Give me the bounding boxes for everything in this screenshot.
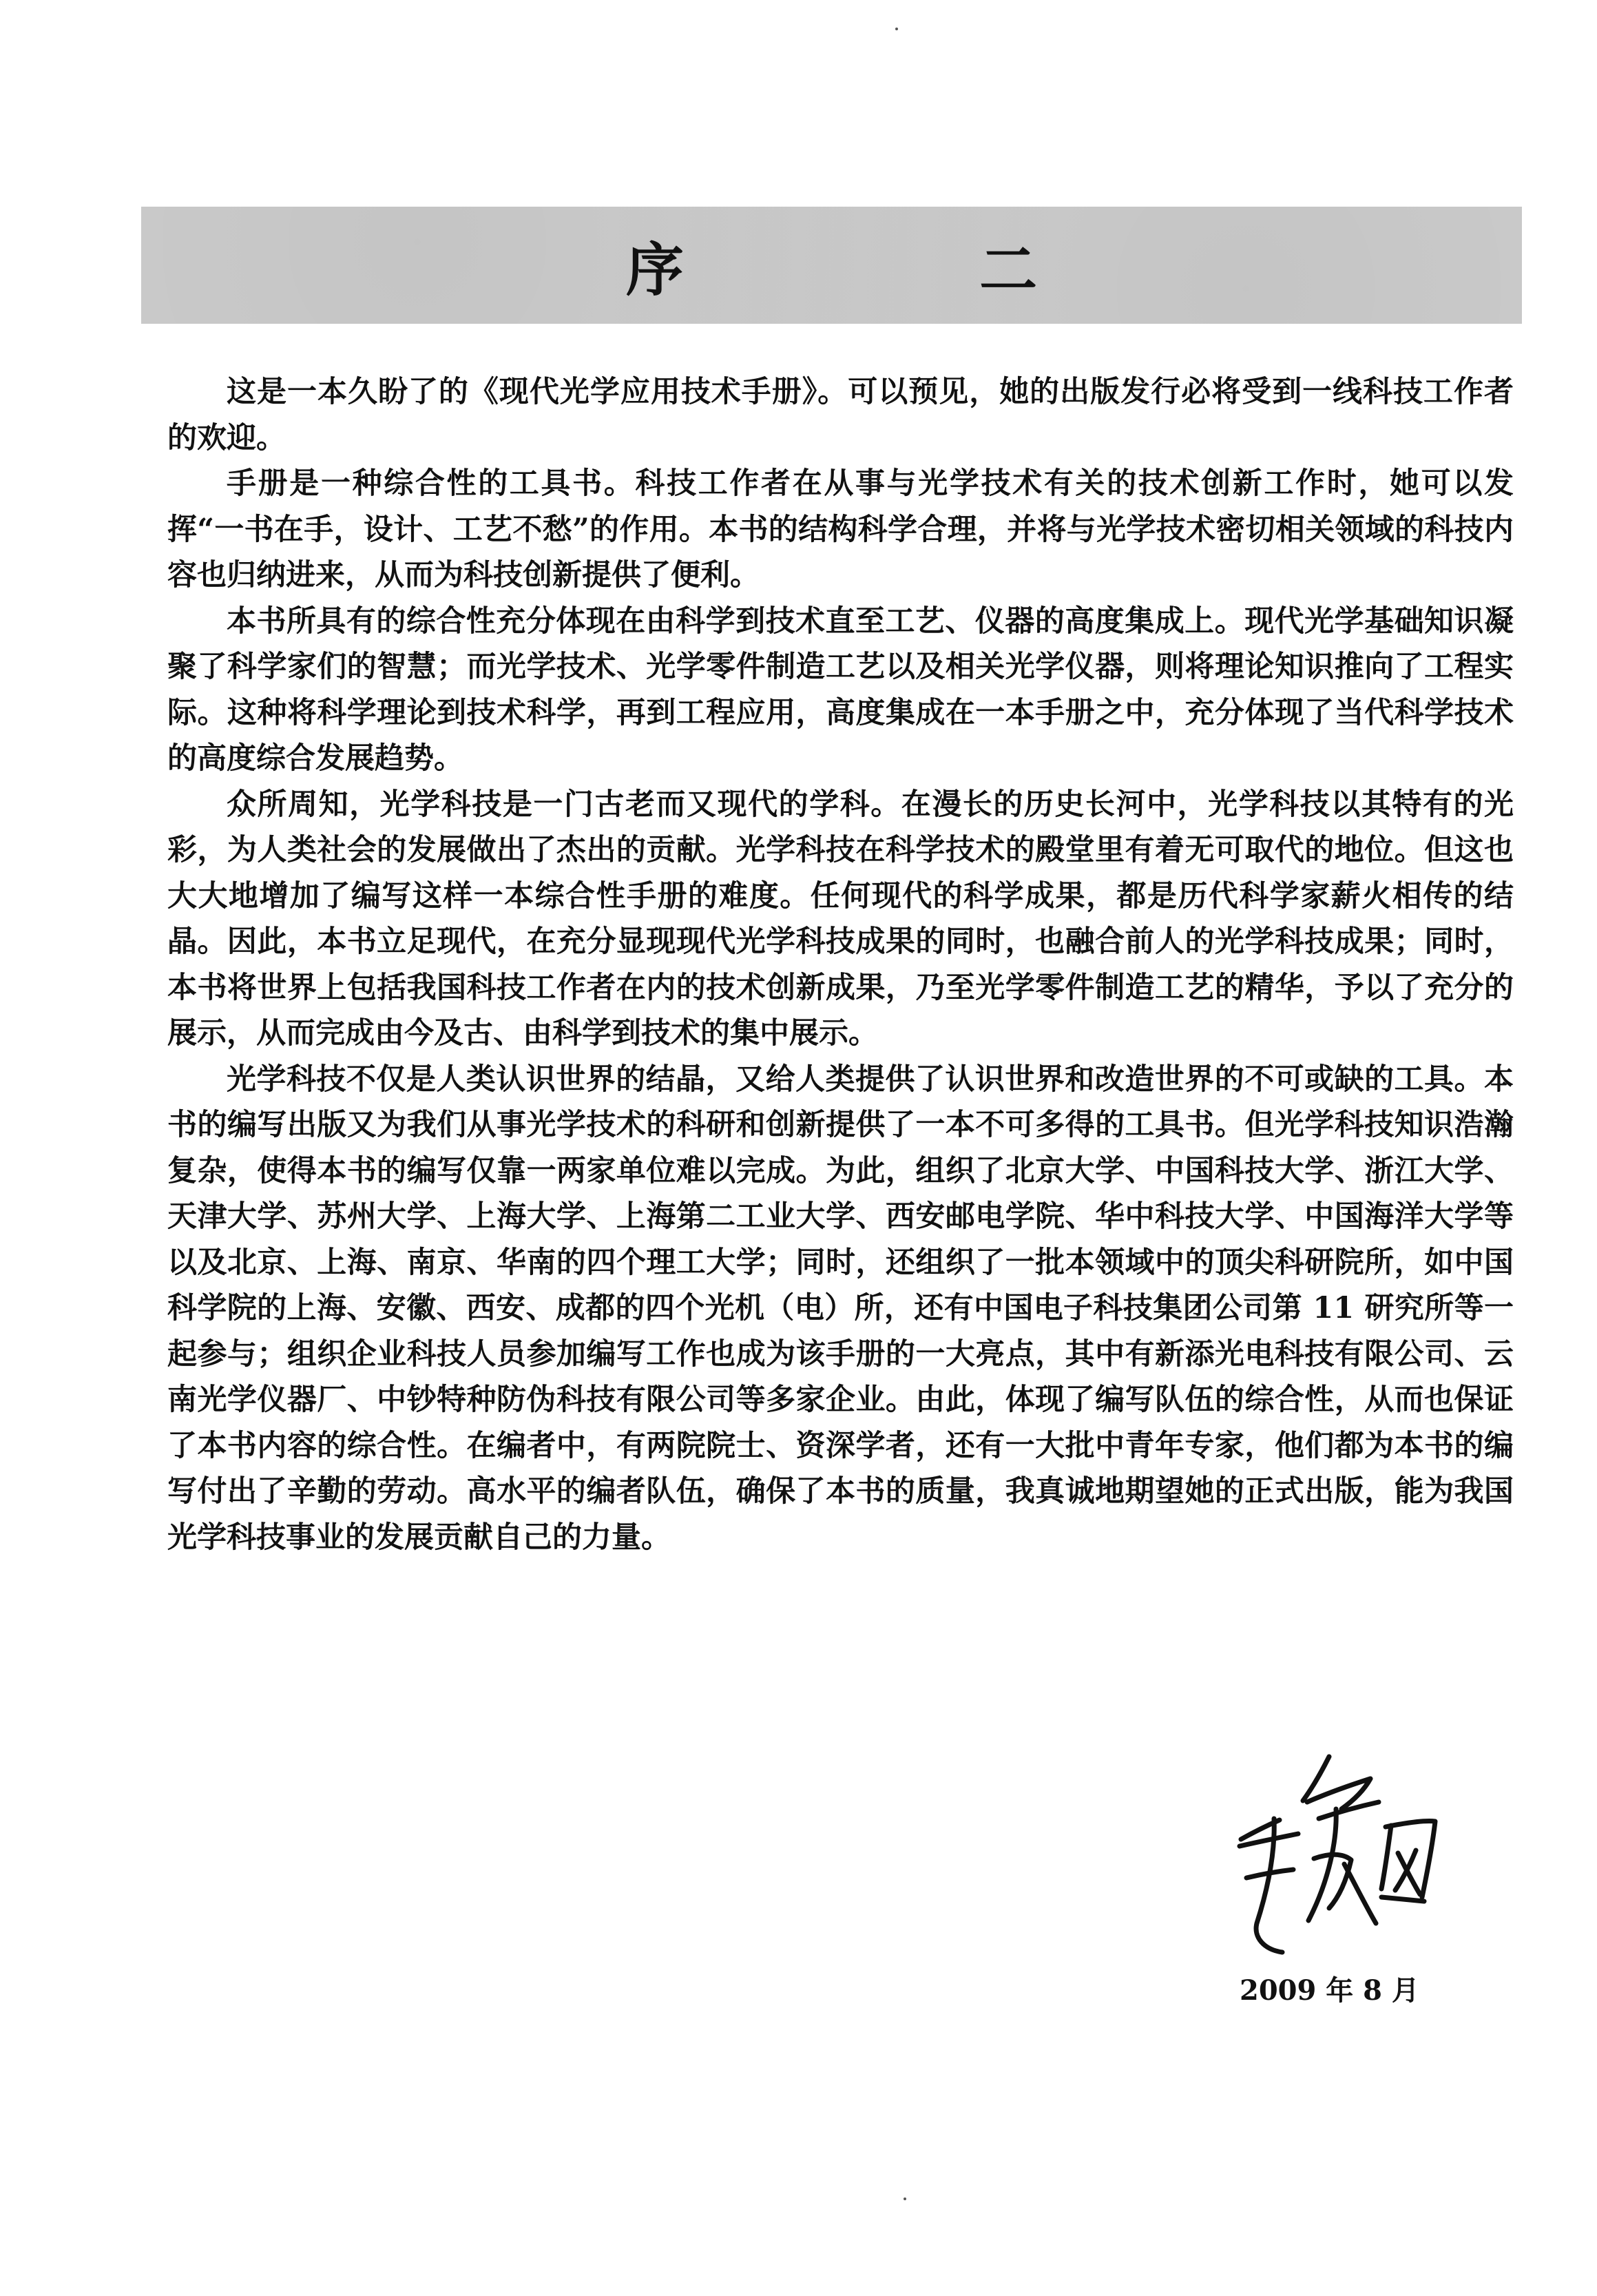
paragraph-3: 本书所具有的综合性充分体现在由科学到技术直至工艺、仪器的高度集成上。现代光学基础知识凝聚了科学家们的智慧；而光学技术、光学零件制造工艺以及相关光学仪器，则将理论知识推向了工程实际。这种将科学理论到技术科学，再到工程应用，高度集成在一本手册之中，充分体现了当代科学技术的高度综合发展趋势。 xyxy=(167,603,1514,776)
title-banner xyxy=(141,207,1522,324)
paragraph-1: 这是一本久盼了的《现代光学应用技术手册》。可以预见，她的出版发行必将受到一线科技工作者的欢迎。 xyxy=(167,375,1514,455)
preface-body xyxy=(167,369,1514,1560)
paragraph-2: 手册是一种综合性的工具书。科技工作者在从事与光学技术有关的技术创新工作时，她可以发挥“一书在手，设计、工艺不愁”的作用。本书的结构科学合理，并将与光学技术密切相关领域的科技内容也归纳进来，从而为科技创新提供了便利。 xyxy=(167,466,1514,592)
scan-speck xyxy=(904,2197,906,2200)
scan-speck xyxy=(895,28,898,30)
signature-date: 2009 年 8 月 xyxy=(1240,1974,1419,2007)
handwritten-signature xyxy=(1226,1743,1453,1963)
paragraph-5: 光学科技不仅是人类认识世界的结晶，又给人类提供了认识世界和改造世界的不可或缺的工具。本书的编写出版又为我们从事光学技术的科研和创新提供了一本不可多得的工具书。但光学科技知识浩瀚复杂，使得本书的编写仅靠一两家单位难以完成。为此，组织了北京大学、中国科技大学、浙江大学、天津大学、苏州大学、上海大学、上海第二工业大学、西安邮电学院、华中科技大学、中国海洋大学等以及北京、上海、南京、华南的四个理工大学；同时，还组织了一批本领域中的顶尖科研院所，如中国科学院的上海、安徽、西安、成都的四个光机（电）所，还有中国电子科技集团公司第 11 研究所等一起参与；组织企业科技人员参加编写工作也成为该手册的一大亮点，其中有新添光电科技有限公司、云南光学仪器厂、中钞特种防伪科技有限公司等多家企业。由此，体现了编写队伍的综合性，从而也保证了本书内容的综合性。在编者中，有两院院士、资深学者，还有一大批中青年专家，他们都为本书的编写付出了辛勤的劳动。高水平的编者队伍，确保了本书的质量，我真诚地期望她的正式出版，能为我国光学科技事业的发展贡献自己的力量。 xyxy=(167,1062,1514,1555)
paragraph-4: 众所周知，光学科技是一门古老而又现代的学科。在漫长的历史长河中，光学科技以其特有的光彩，为人类社会的发展做出了杰出的贡献。光学科技在科学技术的殿堂里有着无可取代的地位。但这也大大地增加了编写这样一本综合性手册的难度。任何现代的科学成果，都是历代科学家薪火相传的结晶。因此，本书立足现代，在充分显现现代光学科技成果的同时，也融合前人的光学科技成果；同时，本书将世界上包括我国科技工作者在内的技术创新成果，乃至光学零件制造工艺的精华，予以了充分的展示，从而完成由今及古、由科学到技术的集中展示。 xyxy=(167,787,1514,1051)
page-title: 序 二 xyxy=(625,236,1176,304)
